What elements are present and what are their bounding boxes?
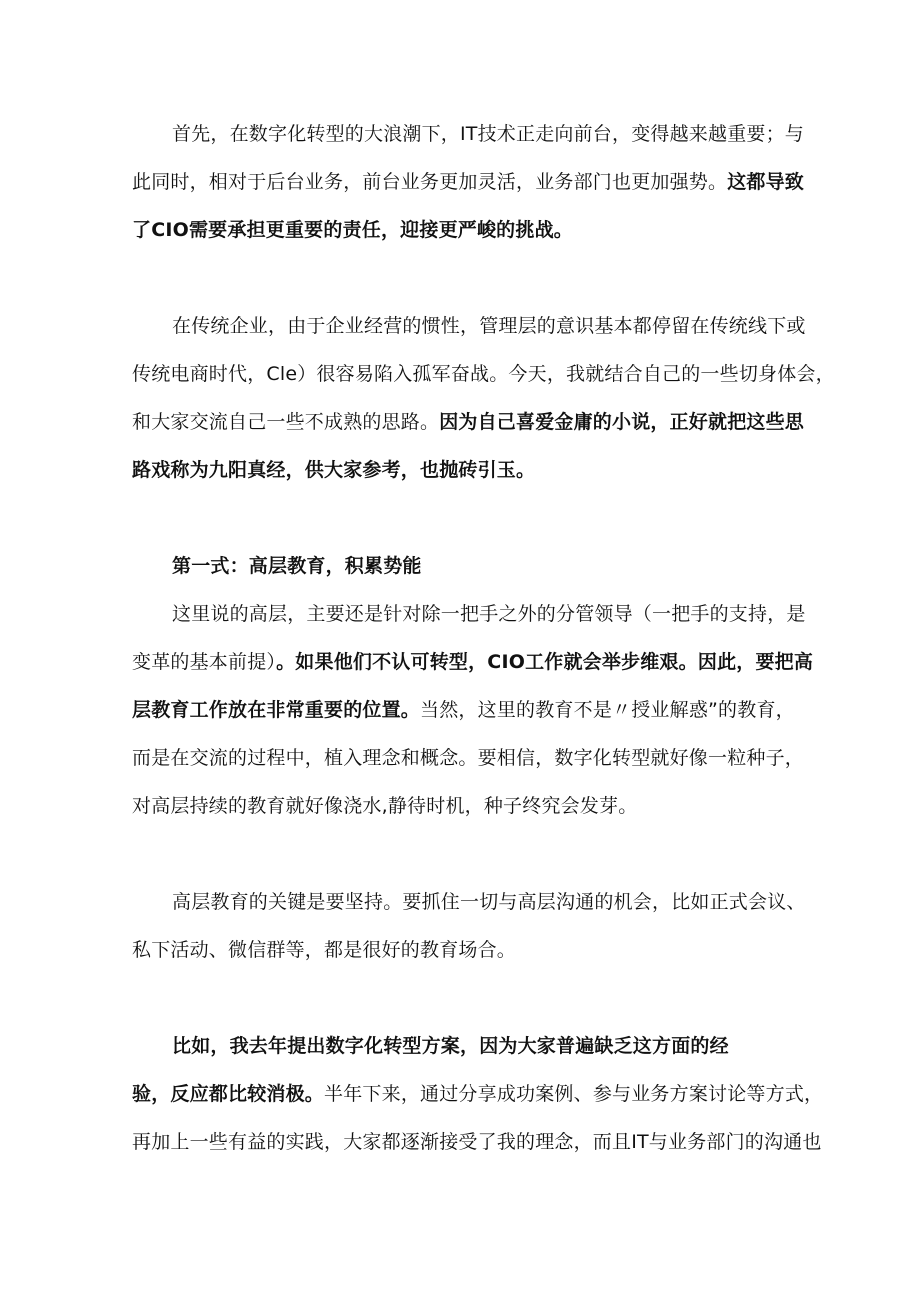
text-run: 高层教育的关键是要坚持。要抓住一切与高层沟通的机会，比如正式会议、: [172, 891, 806, 913]
text-run: 半年下来，通过分享成功案例、参与业务方案讨论等方式，: [324, 1083, 824, 1105]
bold-text-run: 这都导致: [727, 171, 805, 193]
heading-text: 第一式：高层教育，积累势能: [172, 555, 422, 577]
bold-text-run: 验，反应都比较消极。: [132, 1083, 325, 1105]
paragraph-1-line-2: [132, 169, 804, 195]
text-run: 和大家交流自己一些不成熟的思路。: [132, 411, 440, 433]
text-run: 私下活动、微信群等，都是很好的教育场合。: [132, 939, 517, 961]
paragraph-5-line-2: [132, 1081, 823, 1107]
text-run: 这里说的高层，主要还是针对除一把手之外的分管领导（一把手的支持，是: [172, 603, 806, 625]
paragraph-4-line-1: [172, 889, 806, 915]
paragraph-2-line-3: [132, 409, 804, 435]
bold-text-run: 因为自己喜爱金庸的小说，正好就把这些思: [439, 411, 805, 433]
paragraph-1-line-3: [132, 217, 573, 243]
paragraph-3-line-1: [172, 601, 806, 627]
paragraph-1-line-1: [172, 121, 804, 147]
text-run: 再加上一些有益的实践，大家都逐渐接受了我的理念，而且IT与业务部门的沟通也: [132, 1131, 822, 1153]
text-run: 对高层持续的教育就好像浇水,静待时机，种子终究会发芽。: [132, 795, 638, 817]
paragraph-4-line-2: [132, 937, 516, 963]
text-run: 在传统企业，由于企业经营的惯性，管理层的意识基本都停留在传统线下或: [172, 315, 806, 337]
paragraph-3-line-3: [132, 697, 795, 723]
text-run: 此同时，相对于后台业务，前台业务更加灵活，业务部门也更加强势。: [132, 171, 728, 193]
bold-text-run: 了CIO需要承担更重要的责任，迎接更严峻的挑战。: [132, 219, 573, 241]
bold-text-run: 。如果他们不认可转型，CIO工作就会举步维艰。因此，要把高: [276, 651, 814, 673]
paragraph-5-line-1: [172, 1033, 729, 1059]
bold-text-run: 路戏称为九阳真经，供大家参考，也抛砖引玉。: [132, 459, 536, 481]
bold-text-run: 比如，我去年提出数字化转型方案，因为大家普遍缺乏这方面的经: [172, 1035, 729, 1057]
paragraph-2-line-1: [172, 313, 806, 339]
paragraph-2-line-2: [132, 361, 835, 387]
text-run: 传统电商时代，Cle）很容易陷入孤军奋战。今天，我就结合自己的一些切身体会，: [132, 363, 835, 385]
paragraph-3-line-4: [132, 745, 804, 771]
text-run: 当然，这里的教育不是〃授业解惑”的教育，: [420, 699, 795, 721]
paragraph-2-line-4: [132, 457, 535, 483]
text-run: 而是在交流的过程中，植入理念和概念。要相信，数字化转型就好像一粒种子，: [132, 747, 805, 769]
text-run: 首先，在数字化转型的大浪潮下，IT技术正走向前台，变得越来越重要；与: [172, 123, 805, 145]
bold-text-run: 层教育工作放在非常重要的位置。: [132, 699, 421, 721]
paragraph-3-line-5: [132, 793, 637, 819]
paragraph-3-line-2: [132, 649, 813, 675]
paragraph-5-line-3: [132, 1129, 822, 1155]
section-heading: [172, 553, 422, 579]
text-run: 变革的基本前提）: [132, 651, 277, 673]
